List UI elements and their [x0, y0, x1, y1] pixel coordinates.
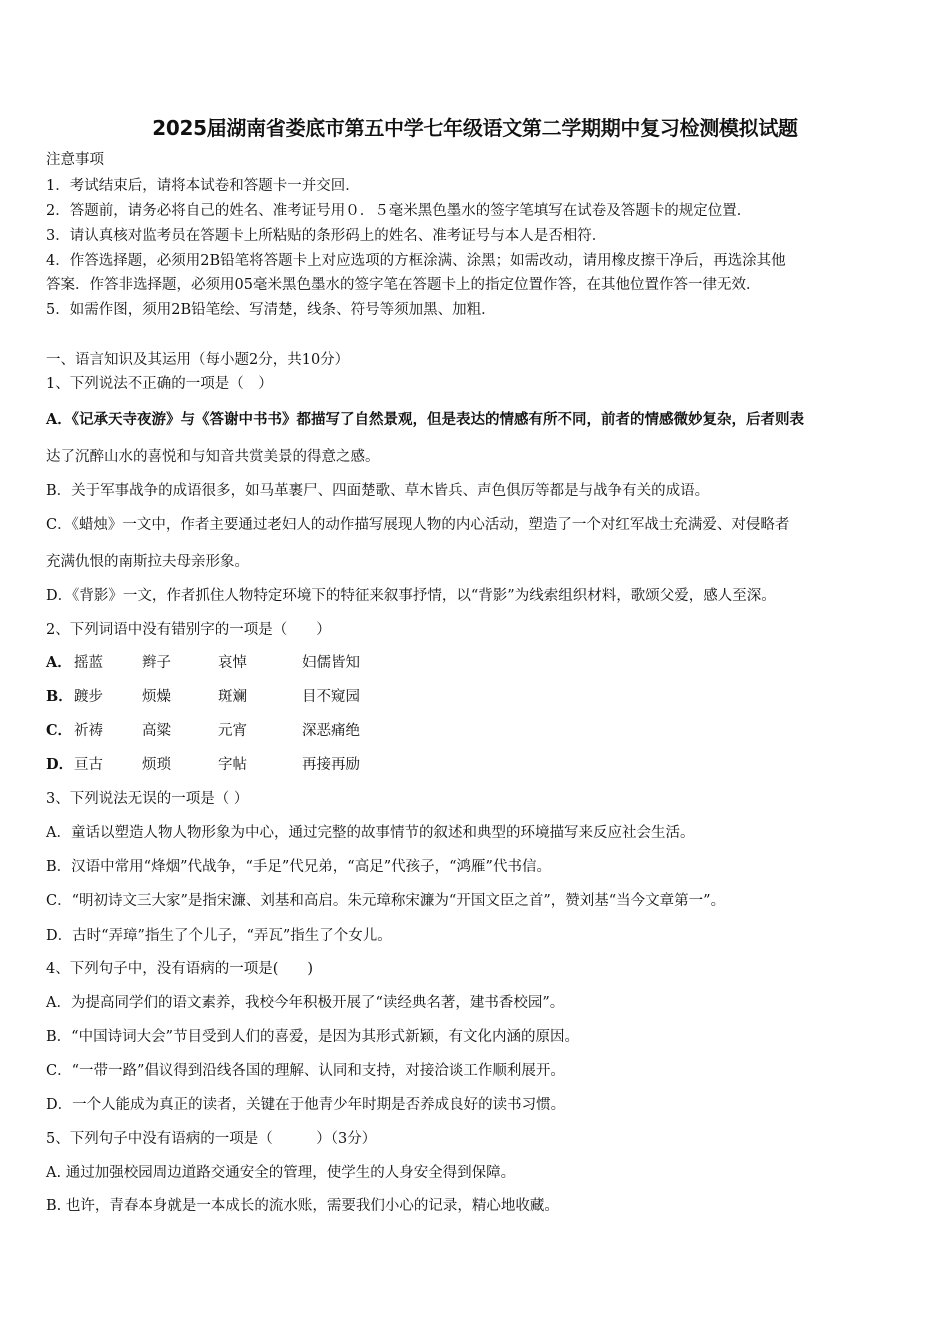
question-3-option-d: D．古时“弄璋”指生了个儿子，“弄瓦”指生了个女儿。 — [46, 928, 392, 944]
question-4-stem: 4、下列句子中，没有语病的一项是( ) — [46, 961, 314, 977]
question-4-option-b: B．“中国诗词大会”节目受到人们的喜爱，是因为其形式新颖，有文化内涵的原因。 — [46, 1029, 579, 1045]
question-1-option-a: A．《记承天寺夜游》与《答谢中书书》都描写了自然景观，但是表达的情感有所不同，前者的情感微妙复杂，后者则表 — [46, 411, 804, 428]
option-word: 祈祷 — [74, 723, 103, 739]
notice-item: 4．作答选择题，必须用2B铅笔将答题卡上对应选项的方框涂满、涂黑；如需改动，请用橡皮擦干净后，再选涂其他 — [46, 253, 786, 269]
question-3-stem: 3、下列说法无误的一项是（ ） — [46, 791, 249, 807]
section-heading: 一、语言知识及其运用（每小题2分，共10分） — [46, 352, 350, 368]
option-word: 烦琐 — [142, 757, 171, 773]
page-title: 2025届湖南省娄底市第五中学七年级语文第二学期期中复习检测模拟试题 — [152, 116, 798, 140]
question-2-option-b — [46, 687, 360, 707]
option-word: 目不窥园 — [302, 689, 360, 705]
notice-item: 1．考试结束后，请将本试卷和答题卡一并交回． — [46, 178, 360, 194]
notice-heading: 注意事项 — [46, 152, 104, 168]
question-1-option-d: D．《背影》一文，作者抓住人物特定环境下的特征来叙事抒情，以“背影”为线索组织材料，歌颂父爱，感人至深。 — [46, 588, 776, 604]
question-2-option-a — [46, 653, 360, 673]
notice-item: 3．请认真核对监考员在答题卡上所粘贴的条形码上的姓名、准考证号与本人是否相符． — [46, 228, 607, 244]
question-4-option-d: D．一个人能成为真正的读者，关键在于他青少年时期是否养成良好的读书习惯。 — [46, 1097, 566, 1113]
option-word: 字帖 — [218, 757, 247, 773]
question-5-option-b: B. 也许，青春本身就是一本成长的流水账，需要我们小心的记录，精心地收藏。 — [46, 1198, 559, 1214]
option-label: D． — [46, 756, 74, 773]
option-word: 斑斓 — [218, 689, 247, 705]
question-2-stem: 2、下列词语中没有错别字的一项是（ ） — [46, 622, 331, 638]
option-word: 辫子 — [142, 655, 171, 671]
question-3-option-c: C．“明初诗文三大家”是指宋濂、刘基和高启。朱元璋称宋濂为“开国文臣之首”，赞刘基“当今文章第一”。 — [46, 893, 726, 909]
option-label: C． — [46, 722, 73, 739]
option-word: 摇蓝 — [74, 655, 103, 671]
question-4-option-c: C．“一带一路”倡议得到沿线各国的理解、认同和支持，对接洽谈工作顺利展开。 — [46, 1063, 565, 1079]
question-1-option-c: C．《蜡烛》一文中，作者主要通过老妇人的动作描写展现人物的内心活动，塑造了一个对红军战士充满爱、对侵略者 — [46, 517, 790, 533]
option-word: 踱步 — [74, 689, 103, 705]
question-1-option-c-cont: 充满仇恨的南斯拉夫母亲形象。 — [46, 554, 249, 570]
question-5-stem: 5、下列句子中没有语病的一项是（ ）（3分） — [46, 1131, 377, 1147]
question-2-option-d — [46, 755, 360, 775]
question-1-option-a-cont: 达了沉醉山水的喜悦和与知音共赏美景的得意之感。 — [46, 449, 380, 465]
option-word: 妇儒皆知 — [302, 655, 360, 671]
question-3-option-b: B．汉语中常用“烽烟”代战争，“手足”代兄弟，“高足”代孩子，“鸿雁”代书信。 — [46, 859, 551, 875]
option-word: 高粱 — [142, 723, 171, 739]
option-word: 再接再励 — [302, 757, 360, 773]
question-1-stem: 1、下列说法不正确的一项是（ ） — [46, 376, 273, 392]
question-1-option-b: B．关于军事战争的成语很多，如马革裹尸、四面楚歌、草木皆兵、声色俱厉等都是与战争有关的成语。 — [46, 483, 710, 499]
notice-item: 5．如需作图，须用2B铅笔绘、写清楚，线条、符号等须加黑、加粗． — [46, 302, 496, 318]
notice-item: 2．答题前，请务必将自己的姓名、准考证号用０．５毫米黑色墨水的签字笔填写在试卷及答题卡的规定位置． — [46, 203, 752, 219]
option-label: A． — [46, 654, 72, 671]
option-word: 烦燥 — [142, 689, 171, 705]
question-3-option-a: A．童话以塑造人物人物形象为中心，通过完整的故事情节的叙述和典型的环境描写来反应社会生活。 — [46, 825, 695, 841]
question-5-option-a: A. 通过加强校园周边道路交通安全的管理，使学生的人身安全得到保障。 — [46, 1165, 516, 1181]
notice-item: 答案．作答非选择题，必须用05毫米黑色墨水的签字笔在答题卡上的指定位置作答，在其他位置作答一律无效． — [46, 277, 761, 293]
question-2-option-c — [46, 721, 360, 741]
option-word: 亘古 — [74, 757, 103, 773]
option-word: 元宵 — [218, 723, 247, 739]
option-word: 深恶痛绝 — [302, 723, 360, 739]
question-4-option-a: A．为提高同学们的语文素养，我校今年积极开展了“读经典名著，建书香校园”。 — [46, 995, 565, 1011]
option-label: B． — [46, 688, 73, 705]
option-word: 哀悼 — [218, 655, 247, 671]
